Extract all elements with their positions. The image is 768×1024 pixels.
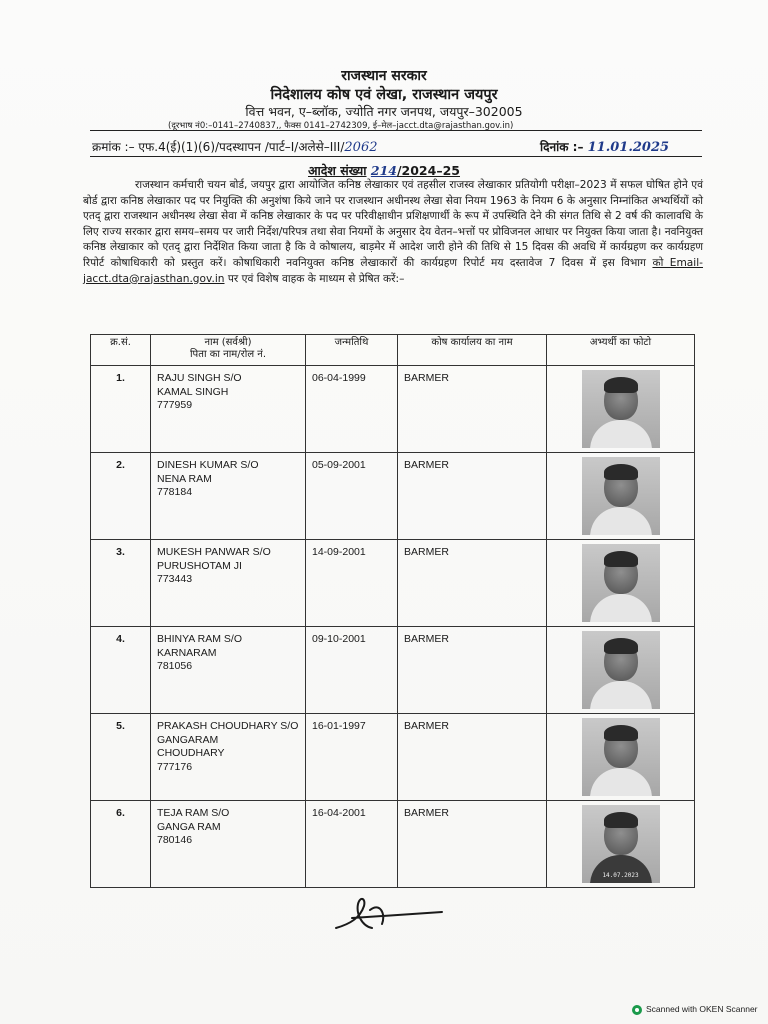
cell-sn: 6.	[91, 801, 151, 888]
signature	[330, 888, 450, 936]
photo-hair-shape	[604, 725, 638, 741]
cell-photo	[547, 801, 695, 888]
date-value: 11.01.2025	[587, 140, 670, 155]
father-name: KARNARAM	[157, 646, 217, 659]
photo-hair-shape	[604, 464, 638, 480]
candidate-photo	[582, 718, 660, 796]
table-row	[91, 366, 695, 453]
directorate-title: निदेशालय कोष एवं लेखा, राजस्थान जयपुर	[270, 87, 498, 103]
header-name-line1: नाम (सर्वश्री)	[204, 337, 252, 348]
cell-photo	[547, 366, 695, 453]
scanner-logo-icon	[632, 1005, 642, 1015]
cell-dob: 06-04-1999	[306, 366, 398, 453]
cell-photo	[547, 627, 695, 714]
reference-divider	[90, 156, 702, 157]
candidate-photo	[582, 631, 660, 709]
table-row	[91, 801, 695, 888]
candidate-name: PRAKASH CHOUDHARY S/O	[157, 720, 299, 732]
cell-sn: 4.	[91, 627, 151, 714]
table-row	[91, 627, 695, 714]
date-line	[540, 138, 669, 155]
photo-hair-shape	[604, 551, 638, 567]
scanner-watermark	[632, 1004, 758, 1015]
cell-dob: 16-01-1997	[306, 714, 398, 801]
order-prefix: आदेश संख्या	[308, 163, 367, 178]
father-name-cont: CHOUDHARY	[157, 747, 225, 759]
candidate-name: MUKESH PANWAR S/O	[157, 546, 271, 558]
cell-sn: 2.	[91, 453, 151, 540]
header-dob: जन्मतिथि	[306, 335, 398, 366]
order-paragraph-end: पर एवं विशेष वाहक के माध्यम से प्रेषित करें:–	[227, 272, 405, 285]
cell-sn: 3.	[91, 540, 151, 627]
roll-number: 778184	[157, 486, 193, 498]
cell-dob: 09-10-2001	[306, 627, 398, 714]
father-name: GANGARAM	[157, 733, 219, 746]
roll-number: 777959	[157, 399, 193, 411]
table-row	[91, 453, 695, 540]
father-name: NENA RAM	[157, 472, 212, 485]
header-sn: क्र.सं.	[91, 335, 151, 366]
order-number: 214	[370, 163, 397, 178]
table-row	[91, 540, 695, 627]
roll-number: 777176	[157, 760, 193, 773]
header-divider	[90, 130, 702, 131]
cell-dob: 05-09-2001	[306, 453, 398, 540]
order-suffix: /2024–25	[396, 163, 460, 178]
cell-name	[151, 366, 306, 453]
header-photo: अभ्यर्थी का फोटो	[547, 335, 695, 366]
cell-office: BARMER	[398, 714, 547, 801]
scanner-text: Scanned with OKEN Scanner	[646, 1004, 758, 1014]
cell-name	[151, 453, 306, 540]
photo-hair-shape	[604, 377, 638, 393]
office-address: वित्त भवन, ए–ब्लॉक, ज्योति नगर जनपथ, जयपुर–302005	[245, 104, 523, 119]
cell-name	[151, 540, 306, 627]
candidate-name: BHINYA RAM S/O	[157, 633, 242, 645]
table-row	[91, 714, 695, 801]
header-office: कोष कार्यालय का नाम	[398, 335, 547, 366]
cell-dob: 14-09-2001	[306, 540, 398, 627]
photo-hair-shape	[604, 812, 638, 828]
reference-text: एफ.4(ई)(1)(6)/पदस्थापन /पार्ट–I/अलेसे–III/	[138, 140, 345, 154]
cell-photo	[547, 540, 695, 627]
candidate-photo	[582, 805, 660, 883]
candidate-photo	[582, 370, 660, 448]
cell-photo	[547, 714, 695, 801]
order-number-line	[0, 162, 768, 179]
header-name	[151, 335, 306, 366]
roll-number: 773443	[157, 573, 193, 585]
cell-sn: 1.	[91, 366, 151, 453]
cell-name	[151, 627, 306, 714]
govt-title: राजस्थान सरकार	[341, 68, 427, 84]
photo-body-shape	[590, 594, 652, 622]
photo-date-stamp: 14.07.2023	[602, 871, 639, 879]
photo-body-shape	[590, 681, 652, 709]
cell-office: BARMER	[398, 366, 547, 453]
candidate-table	[90, 334, 695, 888]
cell-office: BARMER	[398, 627, 547, 714]
candidate-name: DINESH KUMAR S/O	[157, 459, 259, 471]
photo-body-shape	[590, 420, 652, 448]
table-header-row	[91, 335, 695, 366]
reference-line	[92, 138, 378, 155]
candidate-name: TEJA RAM S/O	[157, 807, 230, 819]
cell-sn: 5.	[91, 714, 151, 801]
reference-number: 2062	[344, 140, 378, 155]
father-name: GANGA RAM	[157, 820, 221, 833]
cell-office: BARMER	[398, 540, 547, 627]
photo-body-shape	[590, 507, 652, 535]
cell-photo	[547, 453, 695, 540]
reference-label: क्रमांक :–	[92, 140, 135, 154]
roll-number: 781056	[157, 660, 193, 672]
cell-office: BARMER	[398, 801, 547, 888]
photo-hair-shape	[604, 638, 638, 654]
order-body	[83, 178, 703, 287]
header-name-line2: पिता का नाम/रोल नं.	[189, 349, 267, 360]
roll-number: 780146	[157, 834, 193, 846]
cell-dob: 16-04-2001	[306, 801, 398, 888]
contact-line: (दूरभाष नं0:–0141–2740837,, फैक्स 0141–2742309, ई–मेल–jacct.dta@rajasthan.gov.in)	[168, 121, 514, 131]
cell-office: BARMER	[398, 453, 547, 540]
email-link[interactable]: को Email-jacct.dta@rajasthan.gov.in	[83, 256, 703, 285]
order-paragraph-start: राजस्थान कर्मचारी चयन बोर्ड, जयपुर द्वारा आयोजित कनिष्ठ लेखाकार एवं तहसील राजस्व लेखाकार प्रतियोगी परीक्षा–2023 में सफल घोषित होने एवं बोर्ड द्वारा कनिष्ठ लेखाकार पद पर नियुक्ति की अनुशंषा किये जाने पर राजस्थान अधीनस्थ लेखा सेवा नियम 1963 के नियम 6 के अनुसार निम्नांकित अभ्यर्थियों को एतद् द्वारा राजस्थान अधीनस्थ लेखा सेवा में कनिष्ठ लेखाकार के पद पर परिवीक्षाधीन प्रशिक्षणार्थी के रूप में उपस्थिति देने की संगत तिथि से 2 वर्ष की कालावधि के लिए राज्य सरकार द्वारा समय–समय पर जारी निर्देश/परिपत्र तथा सेवा नियमों के अनुसार देय वेतन–भत्तों पर प्रोविजनल आधार पर नियुक्त किया जाता है। नवनियुक्त कनिष्ठ लेखाकार को एतद् द्वारा निर्देशित किया जाता है कि वे कोषालय, बाड़मेर में आदेश जारी होने की तिथि से 15 दिवस की अवधि में कार्यग्रहण कर कार्यग्रहण रिपोर्ट कोषाधिकारी को प्रस्तुत करें। कोषाधिकारी नवनियुक्त कनिष्ठ लेखाकारों की कार्यग्रहण रिपोर्ट मय दस्तावेज 7 दिवस में इस विभाग	[83, 179, 703, 269]
cell-name	[151, 714, 306, 801]
candidate-photo	[582, 457, 660, 535]
photo-body-shape	[590, 768, 652, 796]
date-label: दिनांक :–	[540, 140, 584, 154]
candidate-name: RAJU SINGH S/O	[157, 372, 242, 384]
cell-name	[151, 801, 306, 888]
father-name: PURUSHOTAM JI	[157, 559, 242, 572]
candidate-photo	[582, 544, 660, 622]
father-name: KAMAL SINGH	[157, 385, 229, 398]
